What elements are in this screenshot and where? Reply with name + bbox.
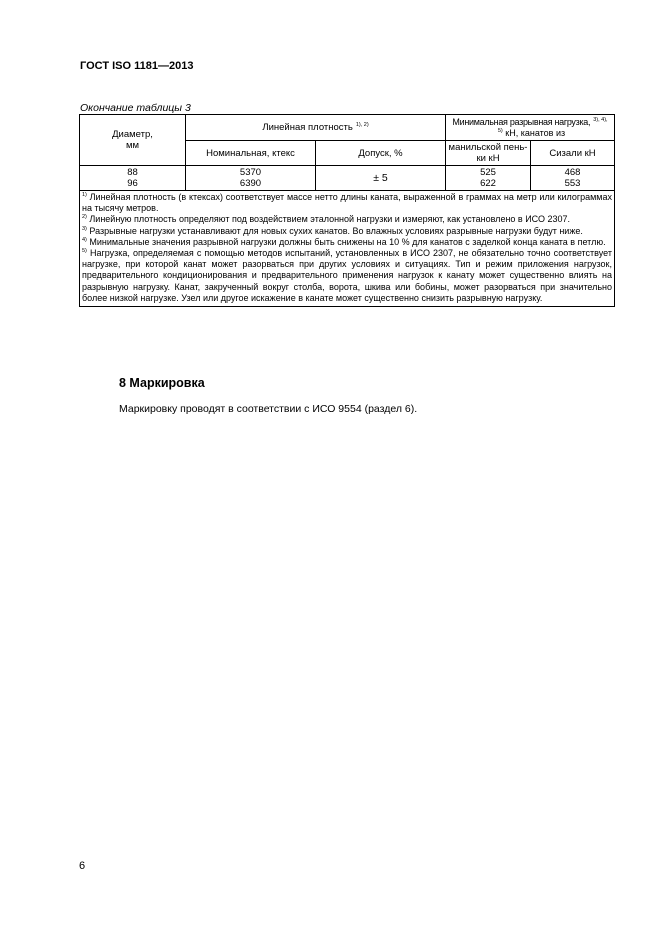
subheader-tolerance: Допуск, %	[316, 141, 446, 166]
section-text: Маркировку проводят в соответствии с ИСО 9554 (раздел 6).	[119, 403, 418, 415]
footnote-2: $^{2)}$ Линейную плотность определяют под воздействием эталонной нагрузки и измеряют, как установлено в ИСО 2307.	[82, 214, 570, 225]
cell-manila: 525 622	[446, 166, 531, 191]
cell-diameters: 88 96	[80, 166, 186, 191]
header-linear-density: Линейная плотность $^{1), 2)}$	[186, 115, 446, 141]
specification-table	[79, 114, 615, 307]
footnote-3: $^{3)}$ Разрывные нагрузки устанавливают для новых сухих канатов. Во влажных условиях разрывные нагрузки будут ниже.	[82, 225, 583, 236]
subheader-manila: манильской пень- ки кН	[446, 141, 531, 166]
table-caption: Окончание таблицы 3	[80, 102, 191, 114]
cell-sisal: 468 553	[531, 166, 615, 191]
cell-tolerance: ± 5	[316, 166, 446, 191]
subheader-nominal: Номинальная, ктекс	[186, 141, 316, 166]
subheader-sisal: Сизали кН	[531, 141, 615, 166]
footnote-1: $^{1)}$ Линейная плотность (в ктексах) соответствует массе нетто длины каната, выраженной в граммах на метр или килограммах на тысячу метров.	[82, 192, 612, 214]
table-container	[79, 114, 614, 307]
cell-nominal: 5370 6390	[186, 166, 316, 191]
footnote-4: $^{4)}$ Минимальные значения разрывной нагрузки должны быть снижены на 10 % для канатов с заделкой конца каната в петлю.	[82, 236, 606, 247]
page-number: 6	[79, 860, 86, 872]
header-breaking-load: Минимальная разрывная нагрузка, $^{3), 4),}$ $^{5)}$ кН, канатов из	[446, 115, 615, 141]
footnote-5: $^{5)}$ Нагрузка, определяемая с помощью методов испытаний, установленных в ИСО 2307, не обязательно точно соответствует нагрузке, при которой канат может разорваться при других условиях и ситуациях. Тип и режим приложения нагрузок, предварительного кондиционирования и предварительного применения нагрузок к канату может существенно влиять на разрывную нагрузку. Канат, закрученный вокруг столба, ворота, шкива или бобины, может разорваться при значительно более низкой нагрузке. Узел или другое искажение в канате может существенно снизить разрывную нагрузку.	[82, 248, 612, 303]
section-title: 8 Маркировка	[119, 376, 205, 390]
table-footnotes	[80, 191, 615, 307]
document-header: ГОСТ ISO 1181—2013	[80, 60, 194, 72]
header-diameter: Диаметр, мм	[80, 115, 186, 166]
